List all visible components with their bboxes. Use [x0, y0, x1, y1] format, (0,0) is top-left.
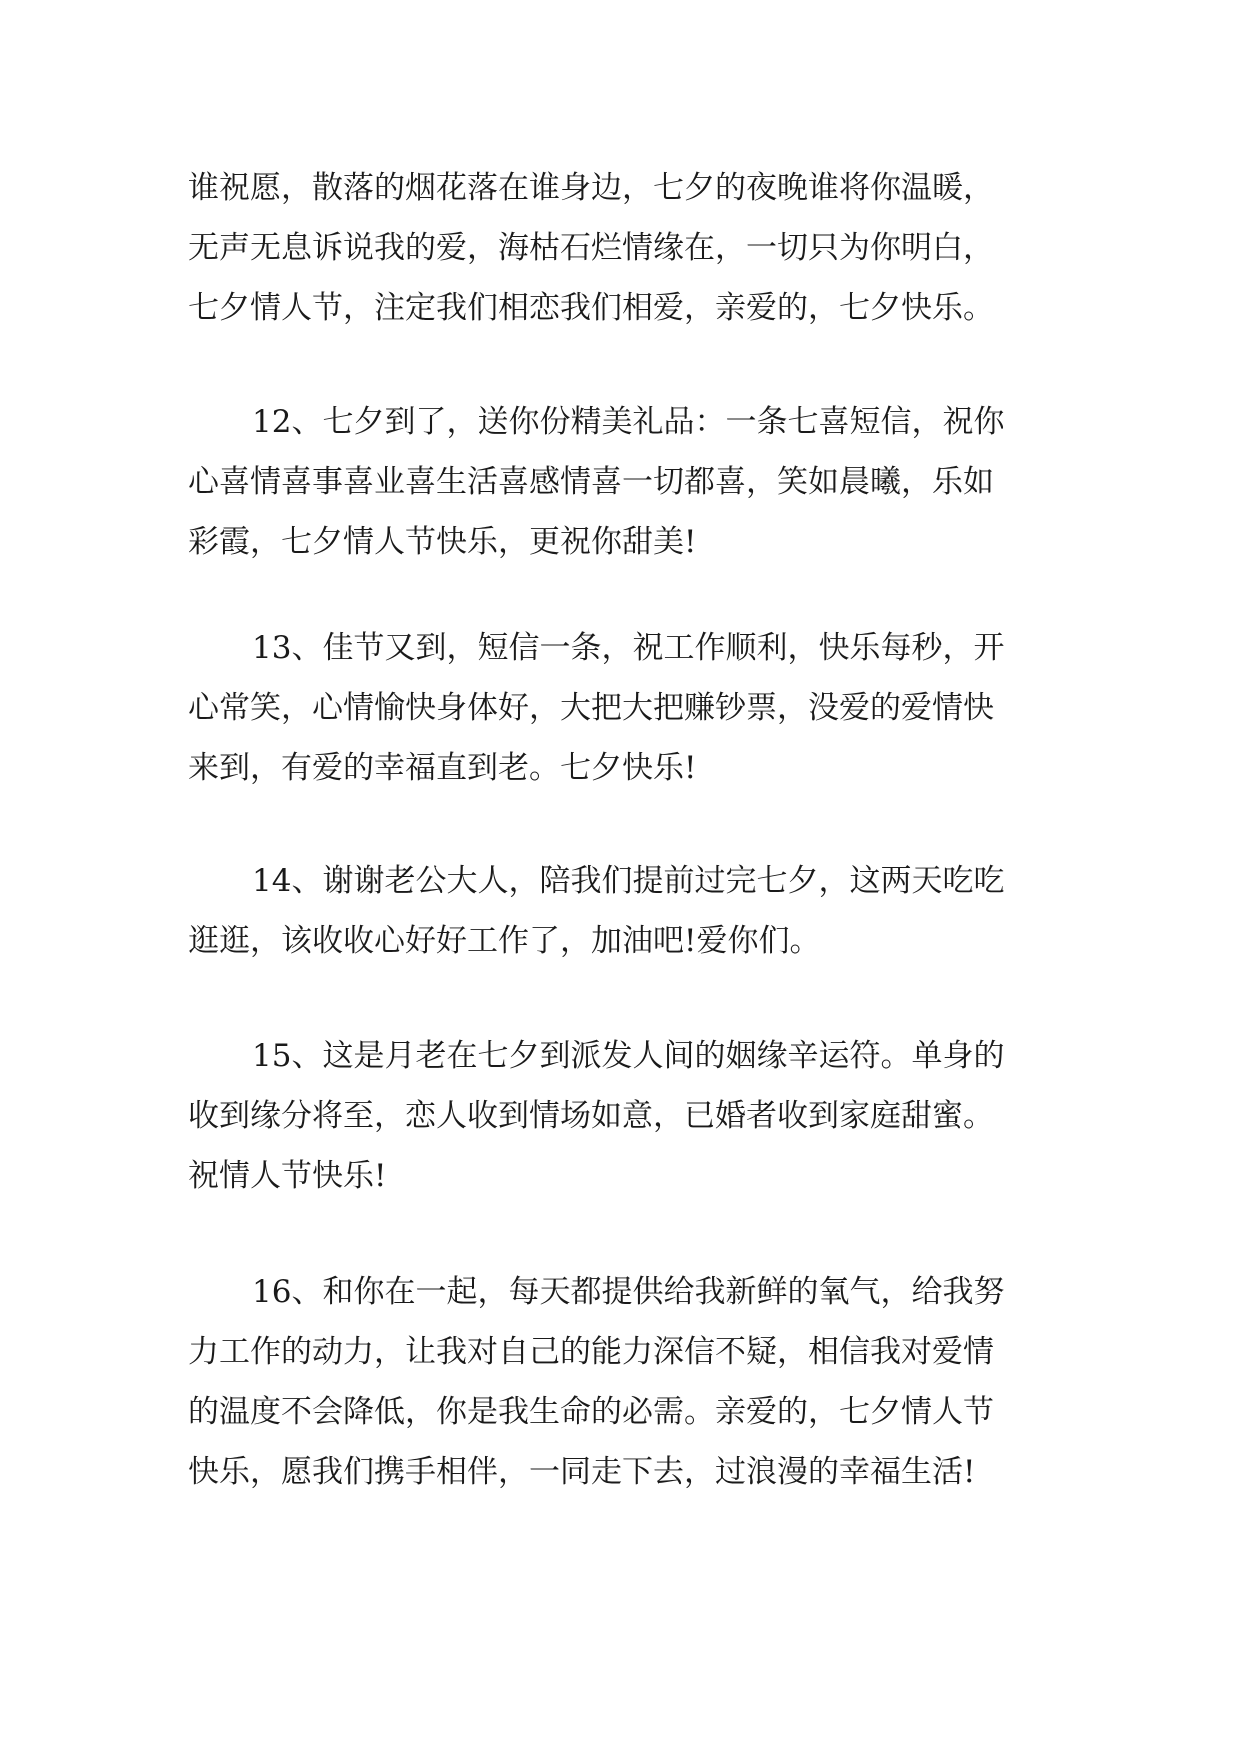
text-line: 彩霞，七夕情人节快乐，更祝你甜美! — [188, 524, 697, 560]
paragraph-12 — [188, 392, 1068, 572]
text-line: 16、和你在一起，每天都提供给我新鲜的氧气，给我努 — [252, 1274, 1005, 1310]
text-line: 14、谢谢老公大人，陪我们提前过完七夕，这两天吃吃 — [252, 863, 1005, 899]
text-line: 的温度不会降低，你是我生命的必需。亲爱的，七夕情人节 — [188, 1394, 994, 1430]
paragraph-13 — [188, 618, 1068, 798]
paragraph-continuation — [188, 158, 1068, 338]
text-line: 心常笑，心情愉快身体好，大把大把赚钞票，没爱的爱情快 — [188, 690, 994, 726]
text-line: 15、这是月老在七夕到派发人间的姻缘辛运符。单身的 — [252, 1038, 1005, 1074]
text-line: 无声无息诉说我的爱，海枯石烂情缘在，一切只为你明白， — [188, 230, 994, 266]
text-line: 快乐，愿我们携手相伴，一同走下去，过浪漫的幸福生活! — [188, 1454, 976, 1490]
paragraph-16 — [188, 1262, 1068, 1502]
paragraph-14 — [188, 851, 1068, 971]
paragraph-15 — [188, 1026, 1068, 1206]
text-line: 来到，有爱的幸福直到老。七夕快乐! — [188, 750, 697, 786]
text-line: 收到缘分将至，恋人收到情场如意，已婚者收到家庭甜蜜。 — [188, 1098, 994, 1134]
text-line: 七夕情人节，注定我们相恋我们相爱，亲爱的，七夕快乐。 — [188, 290, 994, 326]
text-line: 心喜情喜事喜业喜生活喜感情喜一切都喜，笑如晨曦，乐如 — [188, 464, 994, 500]
text-line: 逛逛，该收收心好好工作了，加油吧!爱你们。 — [188, 923, 821, 959]
text-line: 13、佳节又到，短信一条，祝工作顺利，快乐每秒，开 — [252, 630, 1005, 666]
text-line: 力工作的动力，让我对自己的能力深信不疑，相信我对爱情 — [188, 1334, 994, 1370]
text-line: 祝情人节快乐! — [188, 1158, 387, 1194]
text-line: 12、七夕到了，送你份精美礼品：一条七喜短信，祝你 — [252, 404, 1005, 440]
text-line: 谁祝愿，散落的烟花落在谁身边，七夕的夜晚谁将你温暖， — [188, 170, 994, 206]
